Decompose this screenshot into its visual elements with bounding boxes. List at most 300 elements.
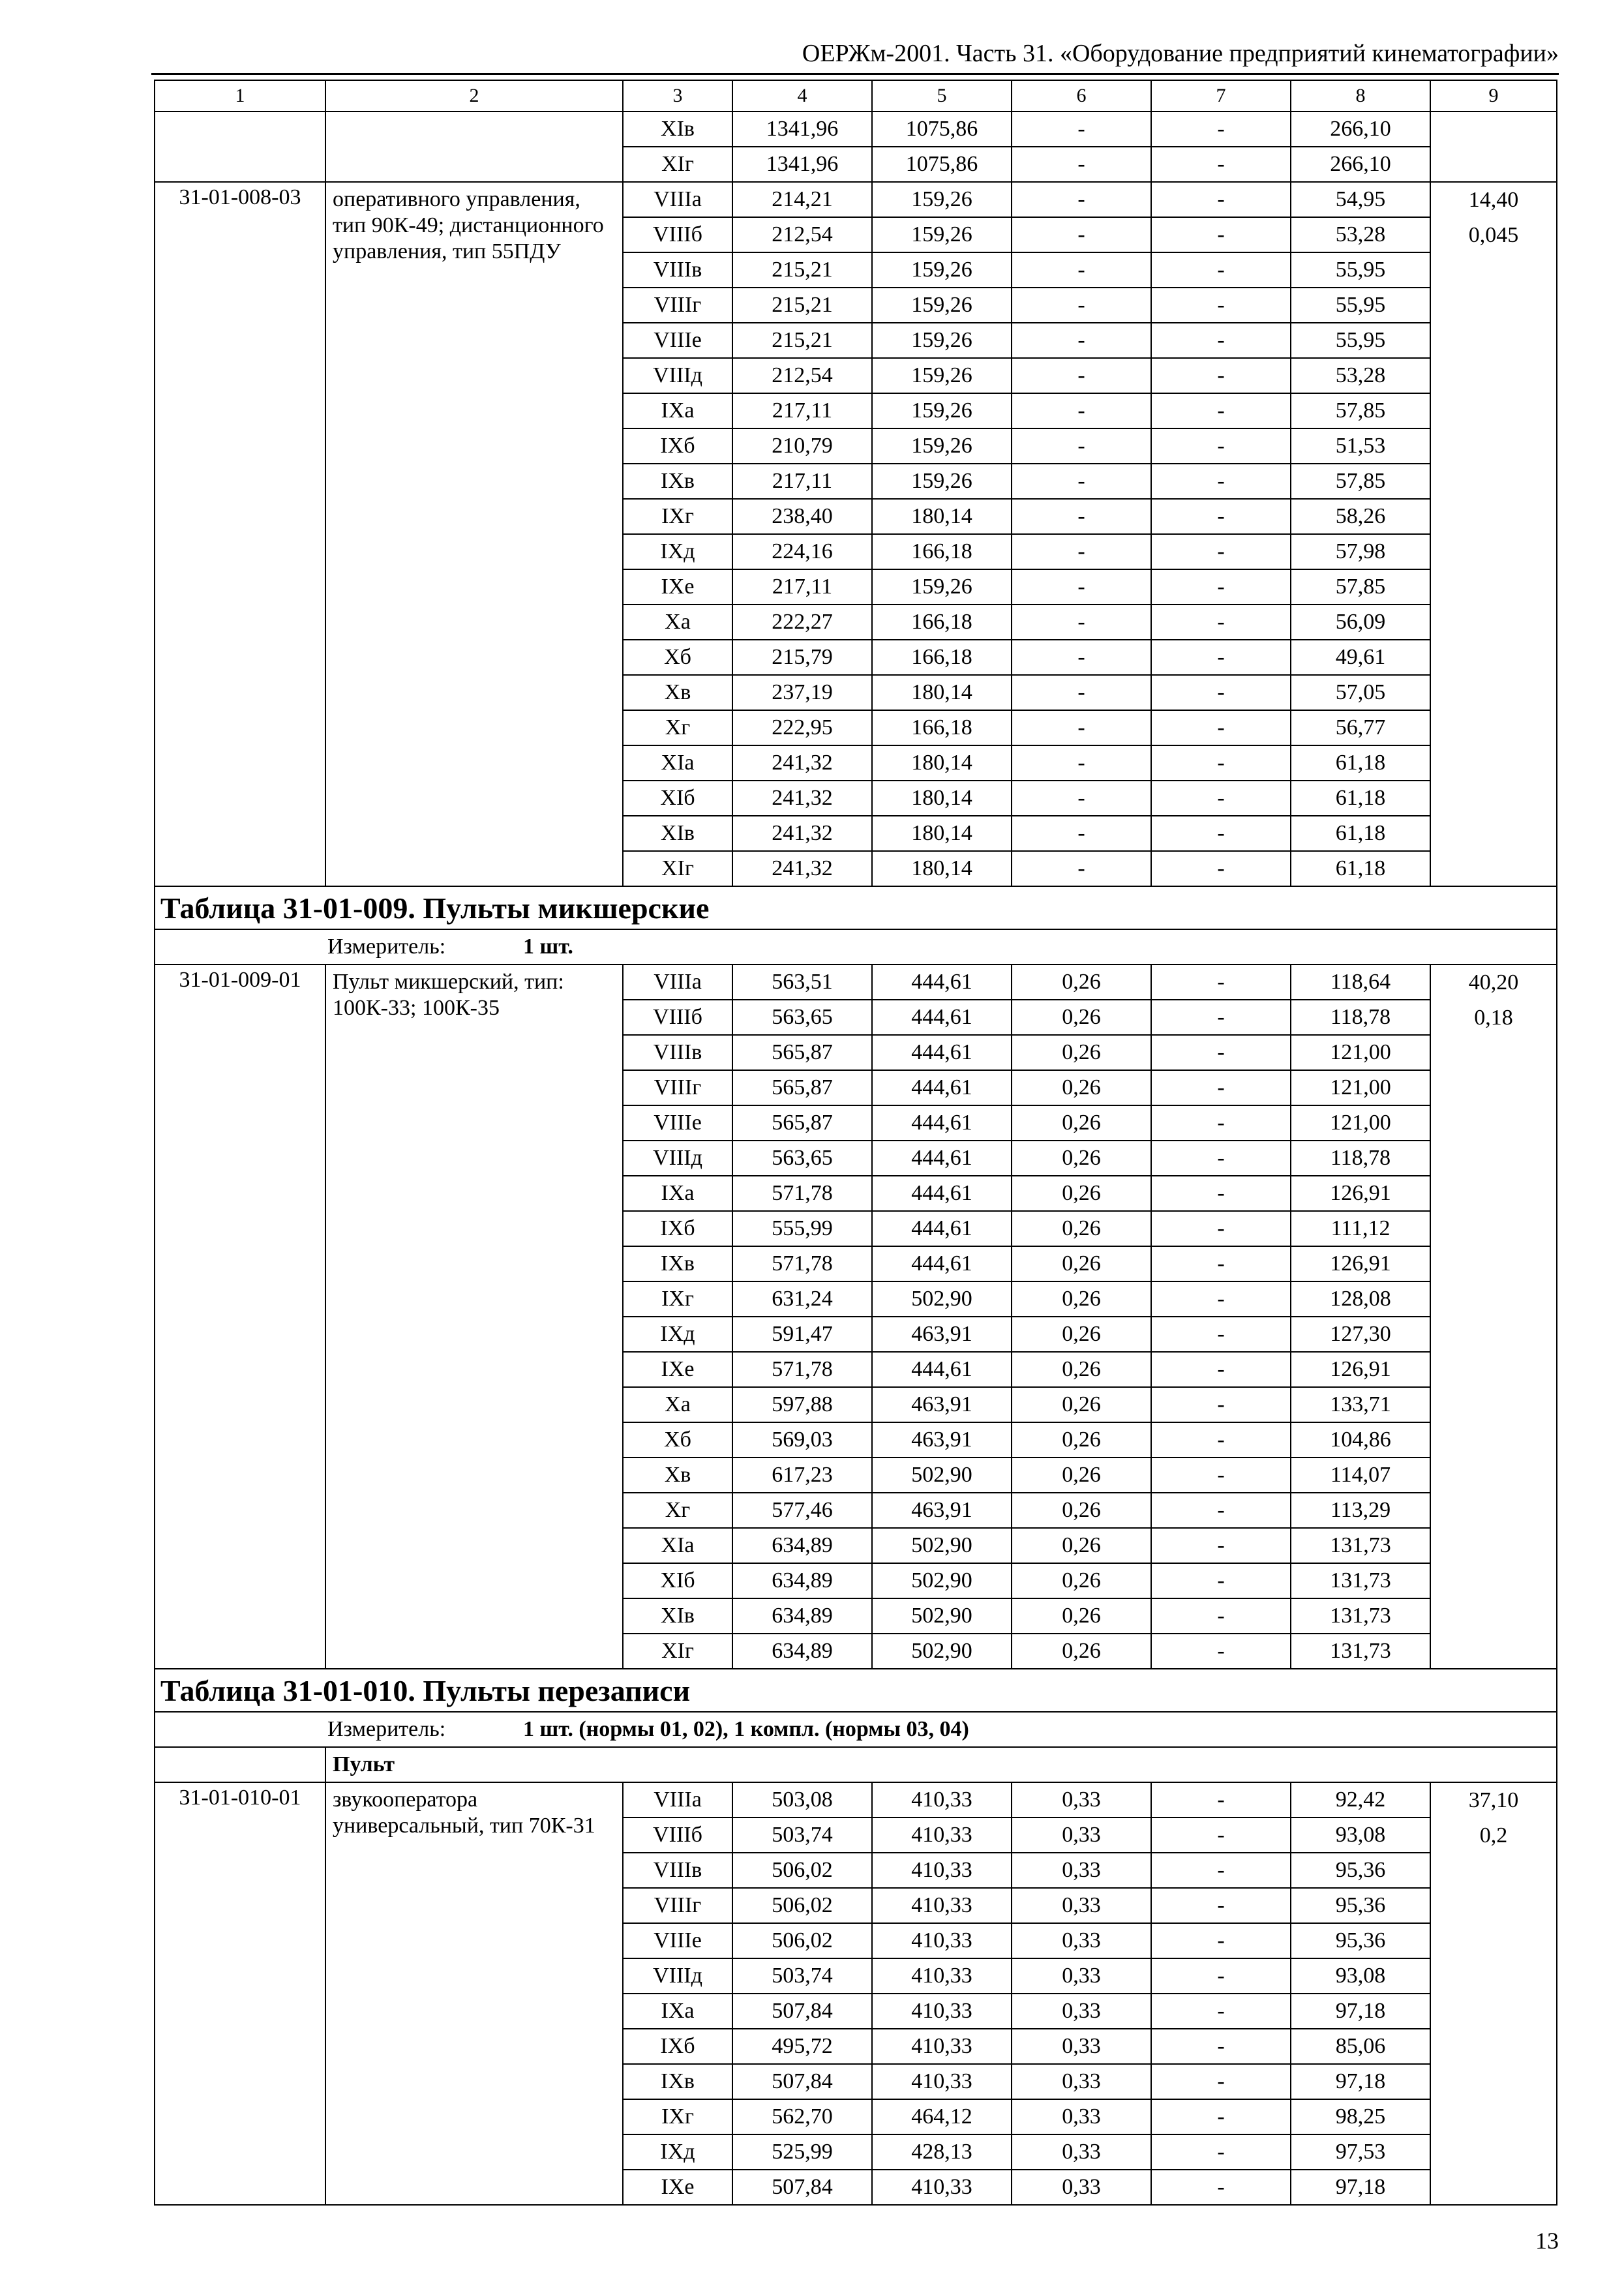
region-cell: XIа	[623, 1528, 732, 1563]
machines-cell: -	[1012, 252, 1151, 288]
region-cell: IXе	[623, 1352, 732, 1387]
wages-cell: 444,61	[872, 1211, 1012, 1246]
total-cost-cell: 507,84	[732, 2170, 872, 2205]
wages-cell: 410,33	[872, 1958, 1012, 1994]
total-cost-cell: 224,16	[732, 534, 872, 569]
materials-cell: 58,26	[1291, 499, 1430, 534]
machinist-wages-cell: -	[1151, 605, 1291, 640]
machinist-wages-cell: -	[1151, 816, 1291, 851]
region-cell: XIв	[623, 112, 732, 147]
materials-cell: 97,53	[1291, 2134, 1430, 2170]
machines-cell: -	[1012, 393, 1151, 428]
machinist-wages-cell: -	[1151, 1493, 1291, 1528]
region-cell: VIIIа	[623, 182, 732, 217]
wages-cell: 444,61	[872, 1352, 1012, 1387]
machinist-wages-cell: -	[1151, 1818, 1291, 1853]
wages-cell: 410,33	[872, 1782, 1012, 1818]
materials-cell: 57,85	[1291, 393, 1430, 428]
materials-cell: 56,09	[1291, 605, 1430, 640]
machines-cell: -	[1012, 569, 1151, 605]
wages-cell: 410,33	[872, 1888, 1012, 1923]
norms-table	[154, 80, 1557, 2206]
wages-cell: 159,26	[872, 217, 1012, 252]
wages-cell: 502,90	[872, 1458, 1012, 1493]
machinist-wages-cell: -	[1151, 112, 1291, 147]
machinist-wages-cell: -	[1151, 2029, 1291, 2064]
machines-cell: 0,26	[1012, 1211, 1151, 1246]
labor-norm-cell	[1430, 965, 1557, 1669]
total-cost-cell: 617,23	[732, 1458, 872, 1493]
norm-description: оперативного управления, тип 90К-49; дистанционного управления, тип 55ПДУ	[325, 182, 623, 886]
machines-cell: 0,33	[1012, 1923, 1151, 1958]
wages-cell: 502,90	[872, 1281, 1012, 1317]
column-number: 9	[1430, 80, 1557, 112]
total-cost-cell: 222,27	[732, 605, 872, 640]
region-cell: Xб	[623, 640, 732, 675]
machines-cell: 0,33	[1012, 1782, 1151, 1818]
norm-description	[325, 112, 623, 182]
wages-cell: 444,61	[872, 1105, 1012, 1141]
machines-cell: 0,26	[1012, 1035, 1151, 1070]
total-cost-cell: 563,65	[732, 1000, 872, 1035]
materials-cell: 57,85	[1291, 569, 1430, 605]
wages-cell: 410,33	[872, 2170, 1012, 2205]
materials-cell: 57,05	[1291, 675, 1430, 710]
machines-cell: 0,26	[1012, 1563, 1151, 1598]
machines-cell: 0,33	[1012, 2170, 1151, 2205]
machines-cell: 0,26	[1012, 1598, 1151, 1634]
total-cost-cell: 212,54	[732, 217, 872, 252]
wages-cell: 166,18	[872, 534, 1012, 569]
materials-cell: 97,18	[1291, 2064, 1430, 2099]
materials-cell: 55,95	[1291, 288, 1430, 323]
wages-cell: 444,61	[872, 1035, 1012, 1070]
materials-cell: 85,06	[1291, 2029, 1430, 2064]
machines-cell: 0,26	[1012, 1105, 1151, 1141]
materials-cell: 121,00	[1291, 1070, 1430, 1105]
materials-cell: 92,42	[1291, 1782, 1430, 1818]
machines-cell: -	[1012, 323, 1151, 358]
total-cost-cell: 565,87	[732, 1070, 872, 1105]
total-cost-cell: 563,65	[732, 1141, 872, 1176]
machinist-wages-cell: -	[1151, 1281, 1291, 1317]
materials-cell: 121,00	[1291, 1035, 1430, 1070]
total-cost-cell: 217,11	[732, 393, 872, 428]
wages-cell: 410,33	[872, 1818, 1012, 1853]
total-cost-cell: 631,24	[732, 1281, 872, 1317]
machines-cell: -	[1012, 745, 1151, 781]
total-cost-cell: 215,79	[732, 640, 872, 675]
measure-label: Измеритель:	[327, 1717, 446, 1741]
total-cost-cell: 565,87	[732, 1105, 872, 1141]
wages-cell: 410,33	[872, 1853, 1012, 1888]
wages-cell: 444,61	[872, 1176, 1012, 1211]
machinist-wages-cell: -	[1151, 1958, 1291, 1994]
total-cost-cell: 597,88	[732, 1387, 872, 1422]
machinist-wages-cell: -	[1151, 1458, 1291, 1493]
region-cell: VIIIд	[623, 358, 732, 393]
total-cost-cell: 525,99	[732, 2134, 872, 2170]
materials-cell: 55,95	[1291, 323, 1430, 358]
machinist-wages-cell: -	[1151, 217, 1291, 252]
materials-cell: 131,73	[1291, 1528, 1430, 1563]
materials-cell: 113,29	[1291, 1493, 1430, 1528]
machines-cell: 0,26	[1012, 1387, 1151, 1422]
materials-cell: 128,08	[1291, 1281, 1430, 1317]
region-cell: Xв	[623, 675, 732, 710]
total-cost-cell: 634,89	[732, 1528, 872, 1563]
machinist-wages-cell: -	[1151, 534, 1291, 569]
materials-cell: 61,18	[1291, 816, 1430, 851]
machines-cell: 0,26	[1012, 1246, 1151, 1281]
machines-cell: 0,26	[1012, 1458, 1151, 1493]
wages-cell: 159,26	[872, 569, 1012, 605]
column-number: 3	[623, 80, 732, 112]
total-cost-cell: 241,32	[732, 745, 872, 781]
total-cost-cell: 591,47	[732, 1317, 872, 1352]
machines-cell: -	[1012, 217, 1151, 252]
machinist-wages-cell: -	[1151, 640, 1291, 675]
materials-cell: 61,18	[1291, 745, 1430, 781]
total-cost-cell: 241,32	[732, 851, 872, 886]
machinist-wages-cell: -	[1151, 2099, 1291, 2134]
group-empty-cell	[155, 1747, 325, 1782]
machinist-wages-cell: -	[1151, 1211, 1291, 1246]
machines-cell: -	[1012, 781, 1151, 816]
measure-row	[155, 929, 1557, 965]
region-cell: XIб	[623, 1563, 732, 1598]
wages-cell: 180,14	[872, 675, 1012, 710]
machines-cell: 0,33	[1012, 2099, 1151, 2134]
wages-cell: 180,14	[872, 851, 1012, 886]
machines-cell: -	[1012, 675, 1151, 710]
region-cell: Xа	[623, 605, 732, 640]
total-cost-cell: 217,11	[732, 464, 872, 499]
machinist-wages-cell: -	[1151, 2064, 1291, 2099]
region-cell: IXв	[623, 1246, 732, 1281]
region-cell: XIг	[623, 1634, 732, 1669]
machines-cell: 0,33	[1012, 1994, 1151, 2029]
materials-cell: 126,91	[1291, 1176, 1430, 1211]
machines-cell: 0,26	[1012, 1493, 1151, 1528]
table-row	[155, 182, 1557, 217]
machines-cell: -	[1012, 534, 1151, 569]
norm-code: 31-01-009-01	[155, 965, 325, 1669]
total-cost-cell: 506,02	[732, 1923, 872, 1958]
machinist-wages-cell: -	[1151, 1782, 1291, 1818]
machinist-wages-cell: -	[1151, 1563, 1291, 1598]
wages-cell: 166,18	[872, 640, 1012, 675]
page-number: 13	[1535, 2228, 1559, 2254]
machinist-wages-cell: -	[1151, 1000, 1291, 1035]
total-cost-cell: 634,89	[732, 1598, 872, 1634]
machinist-wages-cell: -	[1151, 1598, 1291, 1634]
materials-cell: 121,00	[1291, 1105, 1430, 1141]
materials-cell: 51,53	[1291, 428, 1430, 464]
region-cell: XIв	[623, 1598, 732, 1634]
labor-norm-value: 14,40	[1468, 188, 1519, 212]
wages-cell: 180,14	[872, 781, 1012, 816]
region-cell: Xб	[623, 1422, 732, 1458]
wages-cell: 180,14	[872, 745, 1012, 781]
machines-cell: 0,33	[1012, 1853, 1151, 1888]
wages-cell: 444,61	[872, 1141, 1012, 1176]
wages-cell: 410,33	[872, 1923, 1012, 1958]
machines-cell: 0,26	[1012, 1281, 1151, 1317]
group-label: Пульт	[325, 1747, 1557, 1782]
machines-cell: -	[1012, 112, 1151, 147]
region-cell: VIIIг	[623, 1070, 732, 1105]
machinist-wages-cell: -	[1151, 1317, 1291, 1352]
machinist-wages-cell: -	[1151, 569, 1291, 605]
wages-cell: 166,18	[872, 605, 1012, 640]
region-cell: IXг	[623, 499, 732, 534]
wages-cell: 159,26	[872, 393, 1012, 428]
total-cost-cell: 555,99	[732, 1211, 872, 1246]
labor-norm-cell	[1430, 1782, 1557, 2205]
running-header: ОЕРЖм-2001. Часть 31. «Оборудование предприятий кинематографии»	[802, 40, 1559, 67]
total-cost-cell: 1341,96	[732, 112, 872, 147]
machinist-wages-cell: -	[1151, 323, 1291, 358]
region-cell: VIIIд	[623, 1958, 732, 1994]
total-cost-cell: 215,21	[732, 252, 872, 288]
region-cell: VIIIд	[623, 1141, 732, 1176]
machinist-wages-cell: -	[1151, 781, 1291, 816]
total-cost-cell: 506,02	[732, 1853, 872, 1888]
wages-cell: 502,90	[872, 1528, 1012, 1563]
total-cost-cell: 495,72	[732, 2029, 872, 2064]
machines-cell: 0,33	[1012, 1958, 1151, 1994]
machines-cell: -	[1012, 182, 1151, 217]
norm-code: 31-01-008-03	[155, 182, 325, 886]
labor-norm-cell	[1430, 182, 1557, 886]
total-cost-cell: 577,46	[732, 1493, 872, 1528]
total-cost-cell: 634,89	[732, 1634, 872, 1669]
machinist-wages-cell: -	[1151, 499, 1291, 534]
machinist-wages-cell: -	[1151, 1176, 1291, 1211]
machinist-wages-cell: -	[1151, 358, 1291, 393]
machines-cell: 0,33	[1012, 1818, 1151, 1853]
wages-cell: 463,91	[872, 1317, 1012, 1352]
table-row	[155, 1782, 1557, 1818]
table-title: Таблица 31-01-010. Пульты перезаписи	[155, 1669, 1557, 1712]
region-cell: IXд	[623, 534, 732, 569]
labor-norm-cell	[1430, 112, 1557, 182]
materials-cell: 131,73	[1291, 1598, 1430, 1634]
total-cost-cell: 634,89	[732, 1563, 872, 1598]
machinist-wages-cell: -	[1151, 710, 1291, 745]
wages-cell: 444,61	[872, 1000, 1012, 1035]
column-number: 4	[732, 80, 872, 112]
machines-cell: 0,26	[1012, 1422, 1151, 1458]
wages-cell: 180,14	[872, 816, 1012, 851]
wages-cell: 1075,86	[872, 112, 1012, 147]
region-cell: IXв	[623, 464, 732, 499]
labor-norm-value: 37,10	[1468, 1788, 1519, 1812]
region-cell: IXв	[623, 2064, 732, 2099]
region-cell: VIIIб	[623, 217, 732, 252]
wages-cell: 159,26	[872, 288, 1012, 323]
machinist-wages-cell: -	[1151, 1352, 1291, 1387]
materials-cell: 61,18	[1291, 781, 1430, 816]
machines-cell: 0,26	[1012, 965, 1151, 1000]
machines-cell: -	[1012, 816, 1151, 851]
total-cost-cell: 503,74	[732, 1958, 872, 1994]
norm-code: 31-01-010-01	[155, 1782, 325, 2205]
column-number: 2	[325, 80, 623, 112]
region-cell: XIб	[623, 781, 732, 816]
wages-cell: 410,33	[872, 1994, 1012, 2029]
table-title-row	[155, 1669, 1557, 1712]
norm-description: звукооператора универсальный, тип 70К-31	[325, 1782, 623, 2205]
machinist-wages-cell: -	[1151, 1246, 1291, 1281]
machines-cell: 0,26	[1012, 1000, 1151, 1035]
total-cost-cell: 571,78	[732, 1352, 872, 1387]
machines-cell: -	[1012, 640, 1151, 675]
materials-cell: 57,85	[1291, 464, 1430, 499]
machinist-wages-cell: -	[1151, 965, 1291, 1000]
materials-cell: 126,91	[1291, 1352, 1430, 1387]
region-cell: VIIIе	[623, 323, 732, 358]
region-cell: Xг	[623, 1493, 732, 1528]
machinist-wages-cell: -	[1151, 252, 1291, 288]
machinist-wages-cell: -	[1151, 1853, 1291, 1888]
materials-cell: 266,10	[1291, 147, 1430, 182]
wages-cell: 444,61	[872, 1246, 1012, 1281]
region-cell: VIIIв	[623, 252, 732, 288]
total-cost-cell: 217,11	[732, 569, 872, 605]
machinist-wages-cell: -	[1151, 393, 1291, 428]
materials-cell: 126,91	[1291, 1246, 1430, 1281]
wages-cell: 463,91	[872, 1422, 1012, 1458]
machinist-labor-value: 0,2	[1479, 1823, 1508, 1848]
materials-cell: 131,73	[1291, 1634, 1430, 1669]
column-number: 5	[872, 80, 1012, 112]
materials-cell: 49,61	[1291, 640, 1430, 675]
machinist-wages-cell: -	[1151, 1888, 1291, 1923]
region-cell: IXе	[623, 569, 732, 605]
total-cost-cell: 222,95	[732, 710, 872, 745]
machines-cell: -	[1012, 147, 1151, 182]
norm-description: Пульт микшерский, тип: 100К-33; 100К-35	[325, 965, 623, 1669]
materials-cell: 97,18	[1291, 2170, 1430, 2205]
wages-cell: 159,26	[872, 428, 1012, 464]
machinist-wages-cell: -	[1151, 1070, 1291, 1105]
materials-cell: 104,86	[1291, 1422, 1430, 1458]
machines-cell: -	[1012, 499, 1151, 534]
machinist-wages-cell: -	[1151, 1923, 1291, 1958]
machines-cell: -	[1012, 288, 1151, 323]
wages-cell: 159,26	[872, 252, 1012, 288]
region-cell: IXа	[623, 1176, 732, 1211]
region-cell: IXа	[623, 393, 732, 428]
materials-cell: 95,36	[1291, 1888, 1430, 1923]
materials-cell: 98,25	[1291, 2099, 1430, 2134]
materials-cell: 118,64	[1291, 965, 1430, 1000]
wages-cell: 428,13	[872, 2134, 1012, 2170]
wages-cell: 159,26	[872, 464, 1012, 499]
machinist-wages-cell: -	[1151, 1994, 1291, 2029]
machinist-wages-cell: -	[1151, 464, 1291, 499]
wages-cell: 502,90	[872, 1563, 1012, 1598]
total-cost-cell: 562,70	[732, 2099, 872, 2134]
region-cell: VIIIг	[623, 1888, 732, 1923]
region-cell: XIа	[623, 745, 732, 781]
machines-cell: 0,33	[1012, 2134, 1151, 2170]
wages-cell: 444,61	[872, 1070, 1012, 1105]
wages-cell: 159,26	[872, 323, 1012, 358]
header-rule	[151, 73, 1559, 75]
measure-cell	[155, 1712, 1557, 1747]
materials-cell: 53,28	[1291, 217, 1430, 252]
materials-cell: 93,08	[1291, 1818, 1430, 1853]
region-cell: VIIIб	[623, 1818, 732, 1853]
machines-cell: 0,26	[1012, 1634, 1151, 1669]
region-cell: IXб	[623, 1211, 732, 1246]
machines-cell: 0,33	[1012, 2029, 1151, 2064]
column-number: 1	[155, 80, 325, 112]
region-cell: Xг	[623, 710, 732, 745]
wages-cell: 502,90	[872, 1634, 1012, 1669]
group-row	[155, 1747, 1557, 1782]
region-cell: VIIIв	[623, 1035, 732, 1070]
total-cost-cell: 569,03	[732, 1422, 872, 1458]
total-cost-cell: 237,19	[732, 675, 872, 710]
machines-cell: 0,26	[1012, 1528, 1151, 1563]
wages-cell: 410,33	[872, 2064, 1012, 2099]
wages-cell: 166,18	[872, 710, 1012, 745]
wages-cell: 463,91	[872, 1493, 1012, 1528]
wages-cell: 410,33	[872, 2029, 1012, 2064]
machines-cell: 0,26	[1012, 1176, 1151, 1211]
region-cell: IXе	[623, 2170, 732, 2205]
materials-cell: 111,12	[1291, 1211, 1430, 1246]
wages-cell: 444,61	[872, 965, 1012, 1000]
table-title: Таблица 31-01-009. Пульты микшерские	[155, 886, 1557, 929]
total-cost-cell: 503,74	[732, 1818, 872, 1853]
machinist-wages-cell: -	[1151, 182, 1291, 217]
labor-norm-value: 40,20	[1468, 970, 1519, 995]
machines-cell: -	[1012, 428, 1151, 464]
total-cost-cell: 241,32	[732, 816, 872, 851]
region-cell: XIв	[623, 816, 732, 851]
measure-value: 1 шт.	[523, 935, 573, 959]
materials-cell: 127,30	[1291, 1317, 1430, 1352]
region-cell: IXг	[623, 1281, 732, 1317]
region-cell: VIIIг	[623, 288, 732, 323]
table-row	[155, 112, 1557, 147]
materials-cell: 133,71	[1291, 1387, 1430, 1422]
total-cost-cell: 503,08	[732, 1782, 872, 1818]
machines-cell: 0,26	[1012, 1352, 1151, 1387]
machinist-wages-cell: -	[1151, 428, 1291, 464]
machines-cell: -	[1012, 358, 1151, 393]
machinist-wages-cell: -	[1151, 147, 1291, 182]
machines-cell: 0,26	[1012, 1141, 1151, 1176]
region-cell: IXб	[623, 428, 732, 464]
measure-value: 1 шт. (нормы 01, 02), 1 компл. (нормы 03, 04)	[523, 1717, 969, 1741]
machinist-wages-cell: -	[1151, 1528, 1291, 1563]
materials-cell: 118,78	[1291, 1000, 1430, 1035]
machinist-wages-cell: -	[1151, 675, 1291, 710]
machinist-wages-cell: -	[1151, 745, 1291, 781]
materials-cell: 57,98	[1291, 534, 1430, 569]
region-cell: IXд	[623, 1317, 732, 1352]
materials-cell: 55,95	[1291, 252, 1430, 288]
region-cell: XIг	[623, 147, 732, 182]
machinist-wages-cell: -	[1151, 1105, 1291, 1141]
total-cost-cell: 571,78	[732, 1176, 872, 1211]
